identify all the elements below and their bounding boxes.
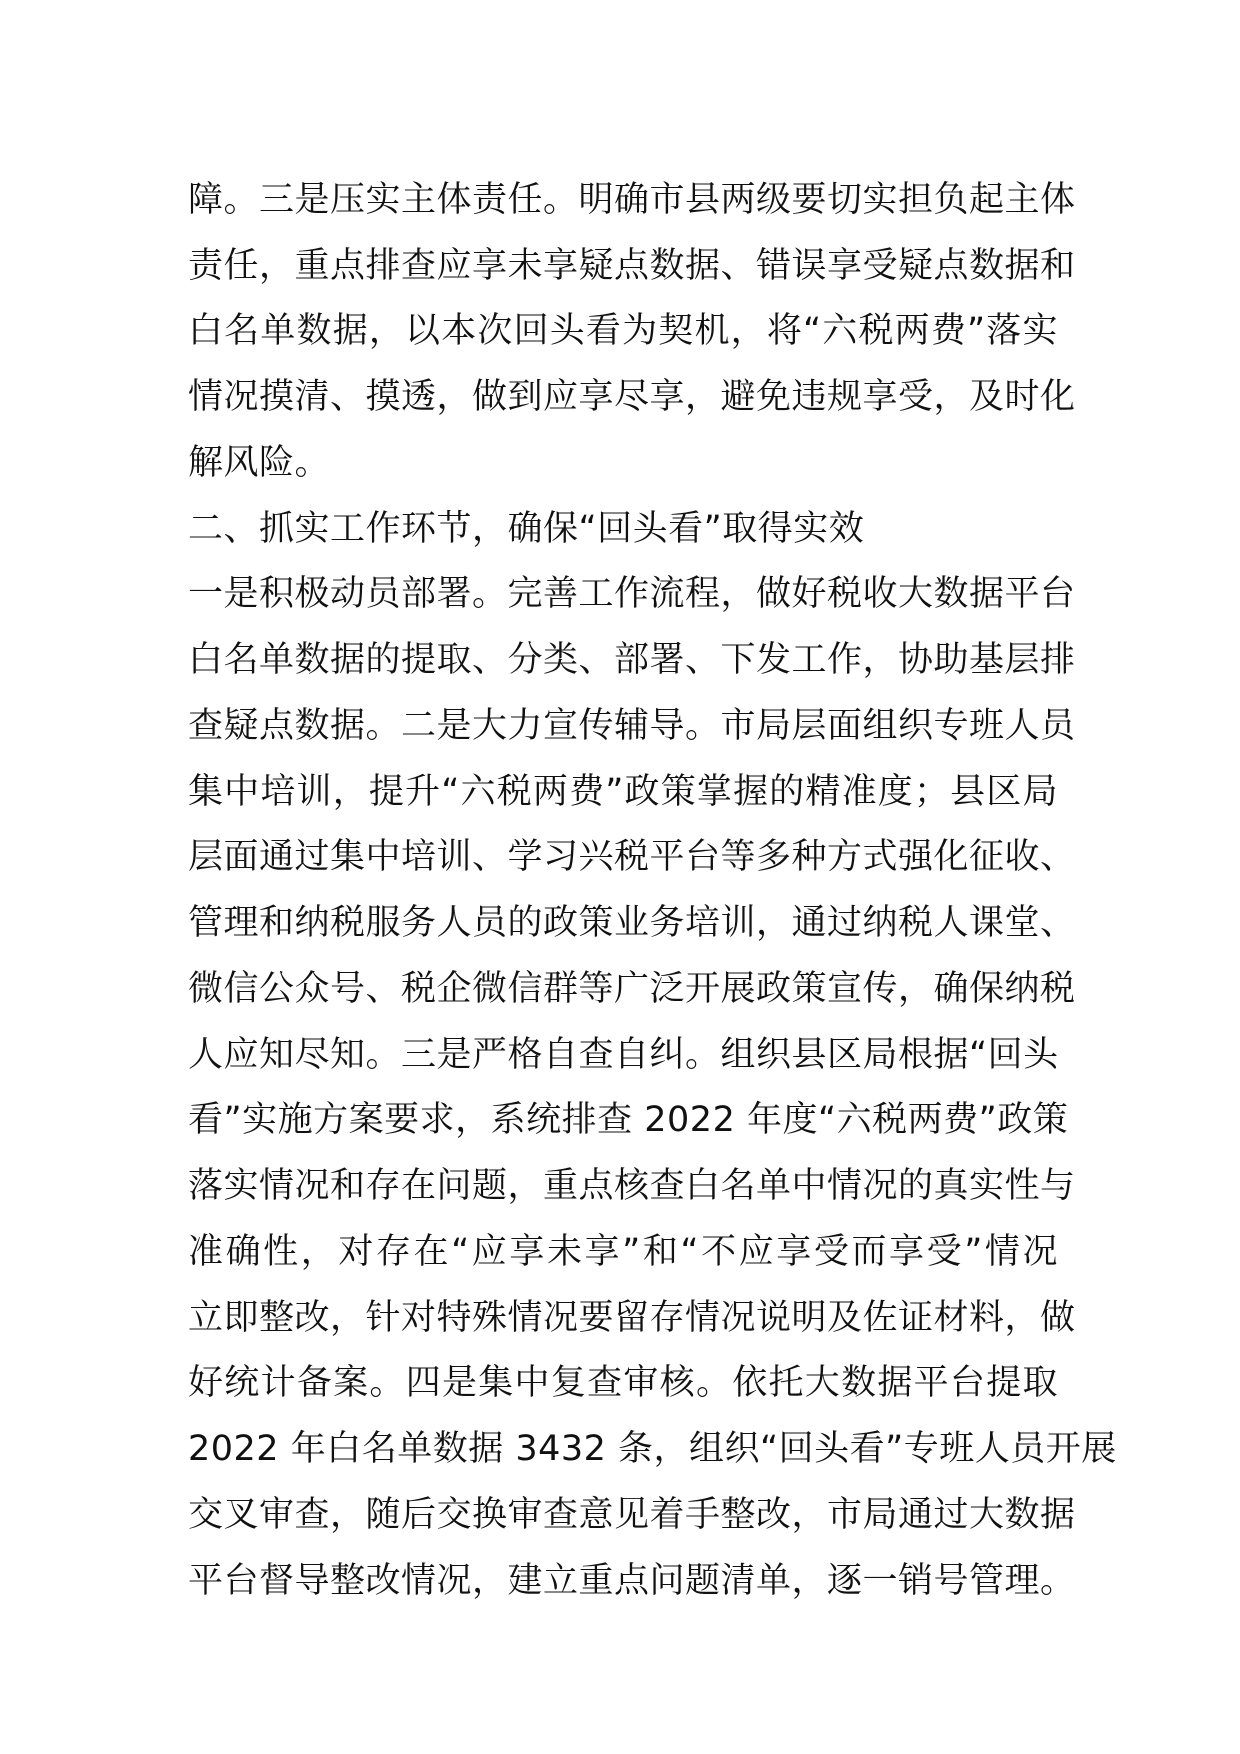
body-text-line: 2022 年白名单数据 3432 条，组织“回头看”专班人员开展 bbox=[188, 1429, 1117, 1469]
body-text-line: 查疑点数据。二是大力宣传辅导。市局层面组织专班人员 bbox=[188, 706, 1076, 746]
body-text-line: 准确性，对存在“应享未享”和“不应享受而享受”情况 bbox=[188, 1232, 1058, 1272]
body-text-line: 交叉审查，随后交换审查意见着手整改，市局通过大数据 bbox=[188, 1495, 1076, 1535]
body-text-line: 好统计备案。四是集中复查审核。依托大数据平台提取 bbox=[188, 1363, 1058, 1403]
body-text-line: 责任，重点排查应享未享疑点数据、错误享受疑点数据和 bbox=[188, 246, 1076, 286]
body-text-line: 层面通过集中培训、学习兴税平台等多种方式强化征收、 bbox=[188, 837, 1076, 877]
body-text-line: 白名单数据，以本次回头看为契机，将“六税两费”落实 bbox=[188, 311, 1058, 351]
body-text-line: 平台督导整改情况，建立重点问题清单，逐一销号管理。 bbox=[188, 1561, 1076, 1601]
section-heading: 二、抓实工作环节，确保“回头看”取得实效 bbox=[188, 509, 865, 549]
body-text-line: 微信公众号、税企微信群等广泛开展政策宣传，确保纳税 bbox=[188, 969, 1076, 1009]
body-text-line: 看”实施方案要求，系统排查 2022 年度“六税两费”政策 bbox=[188, 1100, 1069, 1140]
body-text-line: 人应知尽知。三是严格自查自纠。组织县区局根据“回头 bbox=[188, 1035, 1059, 1075]
body-text-line: 一是积极动员部署。完善工作流程，做好税收大数据平台 bbox=[188, 574, 1076, 614]
body-text-line: 集中培训，提升“六税两费”政策掌握的精准度；县区局 bbox=[188, 772, 1058, 812]
body-text-line: 管理和纳税服务人员的政策业务培训，通过纳税人课堂、 bbox=[188, 903, 1076, 943]
body-text-line: 立即整改，针对特殊情况要留存情况说明及佐证材料，做 bbox=[188, 1298, 1076, 1338]
body-text-line: 障。三是压实主体责任。明确市县两级要切实担负起主体 bbox=[188, 180, 1076, 220]
body-text-line: 情况摸清、摸透，做到应享尽享，避免违规享受，及时化 bbox=[188, 377, 1076, 417]
body-text-line: 解风险。 bbox=[188, 443, 331, 483]
body-text-line: 落实情况和存在问题，重点核查白名单中情况的真实性与 bbox=[188, 1166, 1076, 1206]
body-text-line: 白名单数据的提取、分类、部署、下发工作，协助基层排 bbox=[188, 640, 1076, 680]
